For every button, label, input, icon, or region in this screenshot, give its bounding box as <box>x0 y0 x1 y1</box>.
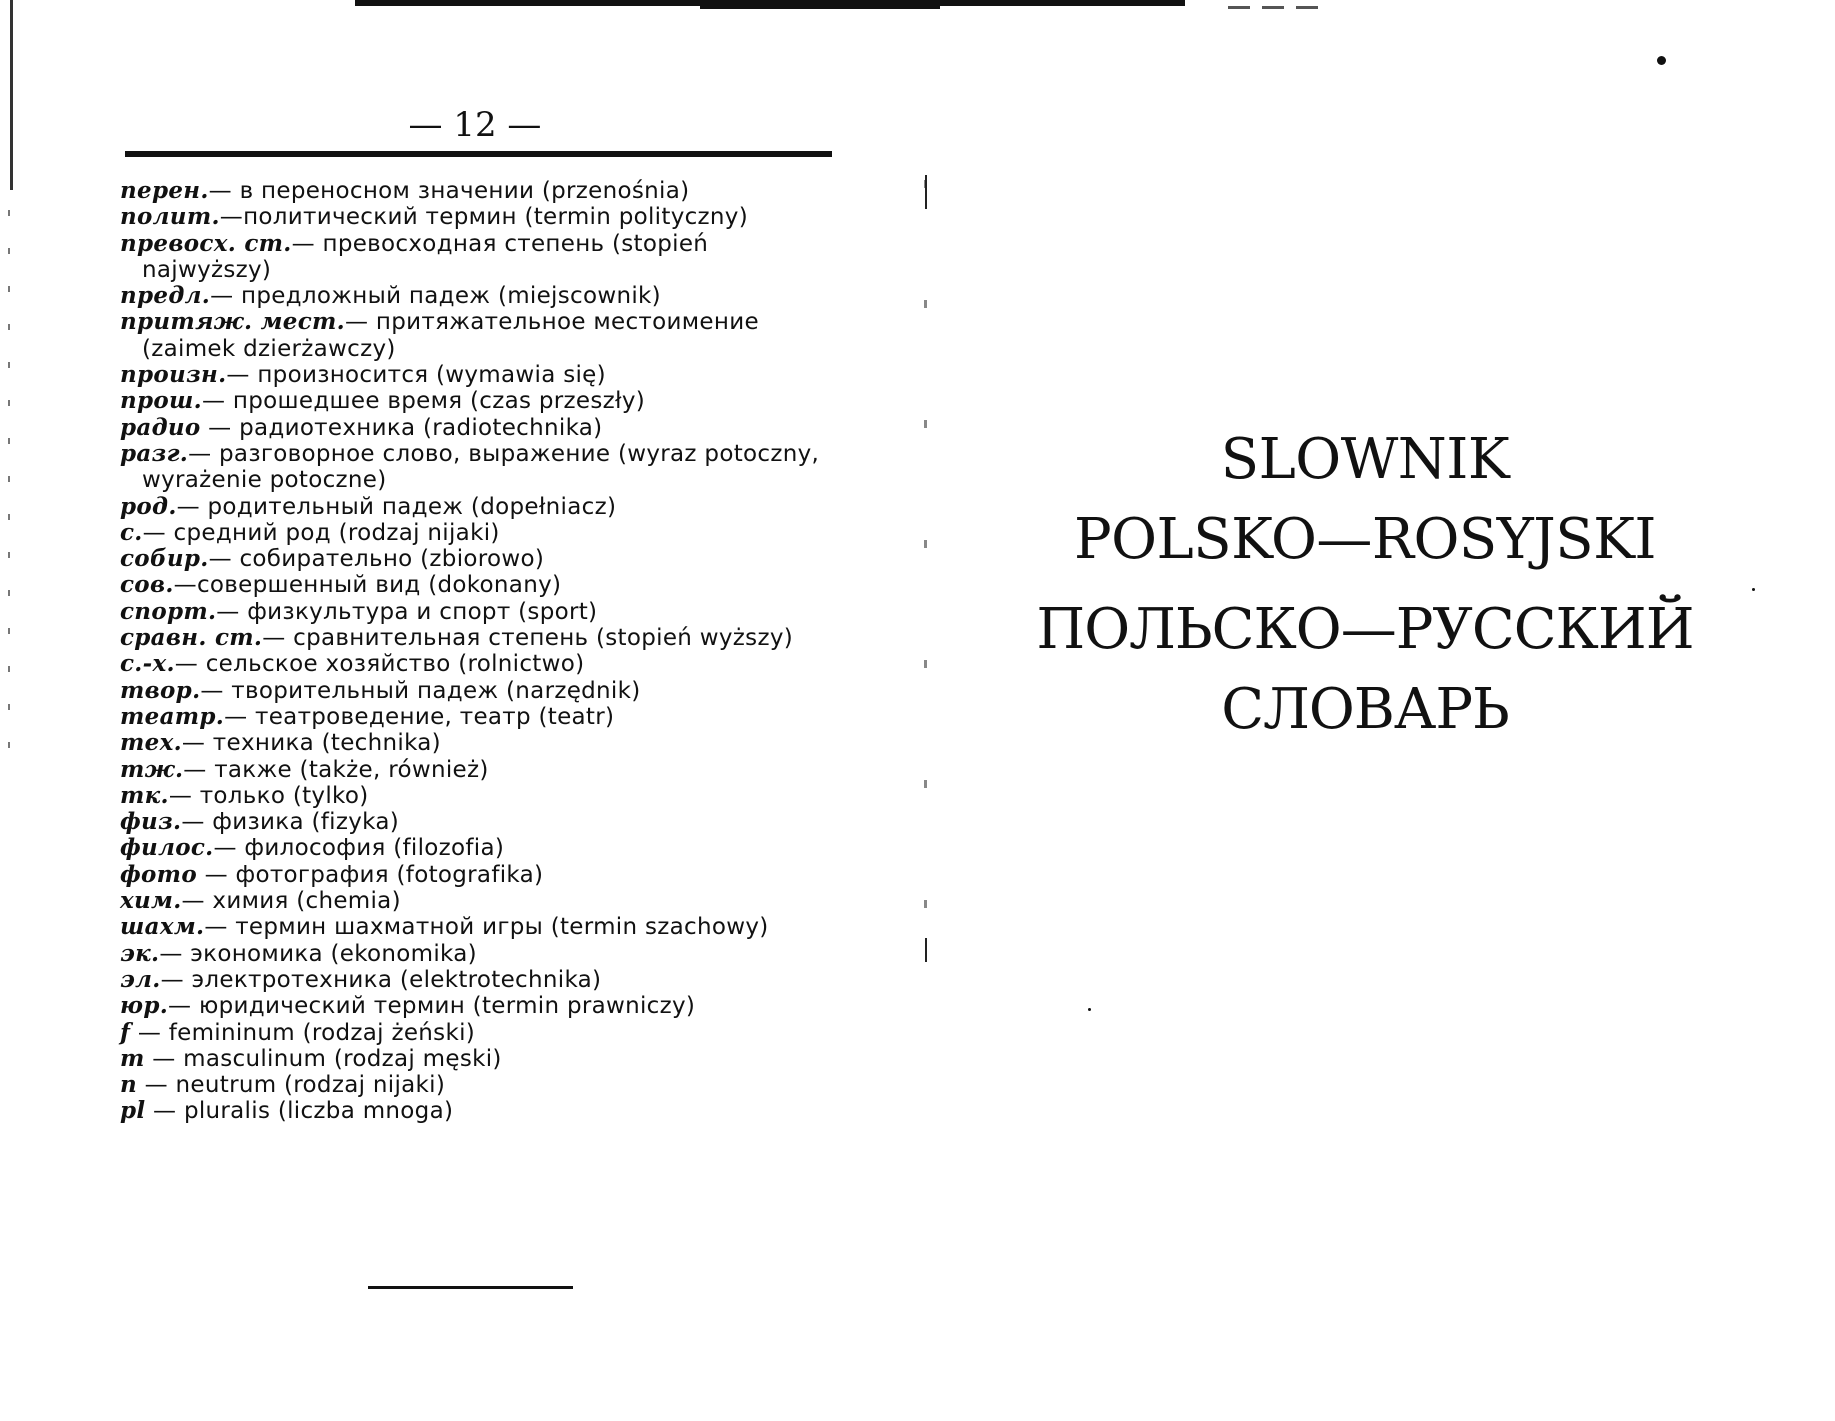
left-page <box>0 0 900 1421</box>
abbreviation-list <box>120 178 838 1125</box>
abbreviation-term: сов. <box>120 571 174 599</box>
abbreviation-term: превосх. ст. <box>120 229 292 257</box>
abbreviation-term: эл. <box>120 965 161 993</box>
abbreviation-definition: — юридический термин (termin prawniczy) <box>168 993 696 1020</box>
abbreviation-entry <box>120 835 838 861</box>
abbreviation-entry <box>120 809 838 835</box>
abbreviation-entry <box>120 651 838 677</box>
abbreviation-term: твор. <box>120 676 201 704</box>
abbreviation-entry <box>120 599 838 625</box>
abbreviation-definition: — превосходная степень (stopień najwyższy) <box>142 230 716 283</box>
abbreviation-term: сравн. ст. <box>120 624 263 652</box>
abbreviation-entry <box>120 388 838 414</box>
abbreviation-entry <box>120 309 838 362</box>
abbreviation-entry <box>120 546 838 572</box>
abbreviation-entry <box>120 993 838 1019</box>
abbreviation-entry <box>120 862 838 888</box>
abbreviation-definition: —политический термин (termin polityczny) <box>219 204 748 231</box>
abbreviation-definition: — радиотехника (radiotechnika) <box>200 414 603 441</box>
abbreviation-term: хим. <box>120 887 182 915</box>
abbreviation-term: радио <box>120 413 201 441</box>
abbreviation-definition: — прошедшее время (czas przeszły) <box>202 388 646 415</box>
abbreviation-term: шахм. <box>120 913 205 941</box>
abbreviation-definition: — произносится (wymawia się) <box>226 362 606 389</box>
abbreviation-term: pl <box>120 1097 146 1125</box>
title-polish-line-1: SLOWNIK <box>1220 427 1510 492</box>
abbreviation-entry <box>120 231 838 284</box>
abbreviation-definition: — в переносном значении (przenośnia) <box>208 178 690 204</box>
abbreviation-definition: — притяжательное местоимение (zaimek dzierżawczy) <box>142 309 767 362</box>
abbreviation-entry <box>120 1098 838 1124</box>
abbreviation-entry <box>120 1020 838 1046</box>
abbreviation-definition: — физика (fizyka) <box>181 809 399 836</box>
abbreviation-definition: —совершенный вид (dokonany) <box>173 572 562 599</box>
abbreviation-definition: — философия (filozofia) <box>213 835 505 862</box>
abbreviation-definition: — электротехника (elektrotechnika) <box>160 966 602 993</box>
abbreviation-term: с.-х. <box>120 650 175 678</box>
abbreviation-entry <box>120 678 838 704</box>
abbreviation-entry <box>120 783 838 809</box>
title-block <box>1015 420 1715 750</box>
page-number: — 12 — <box>408 105 542 145</box>
abbreviation-definition: — физкультура и спорт (sport) <box>216 598 598 625</box>
abbreviation-term: филос. <box>120 834 214 862</box>
abbreviation-entry <box>120 178 838 204</box>
abbreviation-definition: — предложный падеж (miejscownik) <box>210 283 661 310</box>
abbreviation-term: произн. <box>120 361 227 389</box>
abbreviation-term: тж. <box>120 755 184 783</box>
abbreviation-entry <box>120 283 838 309</box>
title-russian-line-1: ПОЛЬСКО—РУССКИЙ <box>1036 597 1694 662</box>
abbreviation-entry <box>120 1046 838 1072</box>
abbreviation-definition: — neutrum (rodzaj nijaki) <box>137 1072 446 1099</box>
right-page <box>900 0 1835 1421</box>
abbreviation-term: перен. <box>120 177 209 204</box>
abbreviation-entry <box>120 625 838 651</box>
abbreviation-entry <box>120 572 838 598</box>
abbreviation-definition: — фотография (fotografika) <box>196 861 544 888</box>
abbreviation-definition: — собирательно (zbiorowo) <box>208 546 545 573</box>
abbreviation-term: прош. <box>120 387 202 415</box>
abbreviation-entry <box>120 730 838 756</box>
abbreviation-definition: — родительный падеж (dopełniacz) <box>176 493 617 520</box>
abbreviation-term: собир. <box>120 545 209 573</box>
abbreviation-definition: — femininum (rodzaj żeński) <box>130 1019 476 1046</box>
abbreviation-term: юр. <box>120 992 169 1020</box>
abbreviation-term: тк. <box>120 781 169 809</box>
abbreviation-entry <box>120 1072 838 1098</box>
abbreviation-definition: — экономика (ekonomika) <box>159 940 477 967</box>
header-rule <box>125 151 832 157</box>
title-polish-line-2: POLSKO—ROSYJSKI <box>1073 507 1657 572</box>
footer-rule <box>368 1286 573 1289</box>
abbreviation-definition: — сельское хозяйство (rolnictwo) <box>174 651 585 678</box>
abbreviation-definition: — также (także, również) <box>183 756 489 783</box>
abbreviation-entry <box>120 520 838 546</box>
abbreviation-definition: — средний род (rodzaj nijaki) <box>142 519 500 546</box>
abbreviation-definition: — сравнительная степень (stopień wyższy) <box>262 625 794 652</box>
abbreviation-definition: — masculinum (rodzaj męski) <box>144 1045 502 1072</box>
abbreviation-definition: — pluralis (liczba mnoga) <box>145 1098 454 1125</box>
abbreviation-term: спорт. <box>120 597 217 625</box>
abbreviation-term: разг. <box>120 439 189 467</box>
abbreviation-entry <box>120 204 838 230</box>
abbreviation-term: f <box>120 1018 131 1046</box>
abbreviation-definition: — термин шахматной игры (termin szachowy) <box>204 914 769 941</box>
abbreviation-definition: — только (tylko) <box>168 782 369 809</box>
title-russian-line-2: СЛОВАРЬ <box>1221 677 1509 742</box>
abbreviation-entry <box>120 914 838 940</box>
abbreviation-term: m <box>120 1044 145 1072</box>
abbreviation-term: полит. <box>120 203 220 231</box>
abbreviation-entry <box>120 704 838 730</box>
abbreviation-term: тех. <box>120 729 182 757</box>
abbreviation-term: театр. <box>120 702 225 730</box>
abbreviation-term: род. <box>120 492 177 520</box>
abbreviation-term: притяж. мест. <box>120 308 345 336</box>
abbreviation-term: с. <box>120 518 143 546</box>
abbreviation-term: n <box>120 1071 138 1099</box>
abbreviation-entry <box>120 362 838 388</box>
abbreviation-entry <box>120 415 838 441</box>
abbreviation-entry <box>120 441 838 494</box>
abbreviation-definition: — химия (chemia) <box>181 888 401 915</box>
abbreviation-entry <box>120 967 838 993</box>
abbreviation-term: физ. <box>120 808 182 836</box>
abbreviation-definition: — творительный падеж (narzędnik) <box>200 677 641 704</box>
abbreviation-definition: — театроведение, театр (teatr) <box>224 703 615 730</box>
abbreviation-term: эк. <box>120 939 160 967</box>
abbreviation-entry <box>120 494 838 520</box>
abbreviation-entry <box>120 941 838 967</box>
abbreviation-term: предл. <box>120 282 211 310</box>
abbreviation-entry <box>120 757 838 783</box>
abbreviation-term: фото <box>120 860 197 888</box>
abbreviation-definition: — разговорное слово, выражение (wyraz potoczny, wyrażenie potoczne) <box>142 440 827 494</box>
abbreviation-entry <box>120 888 838 914</box>
abbreviation-definition: — техника (technika) <box>181 730 441 757</box>
